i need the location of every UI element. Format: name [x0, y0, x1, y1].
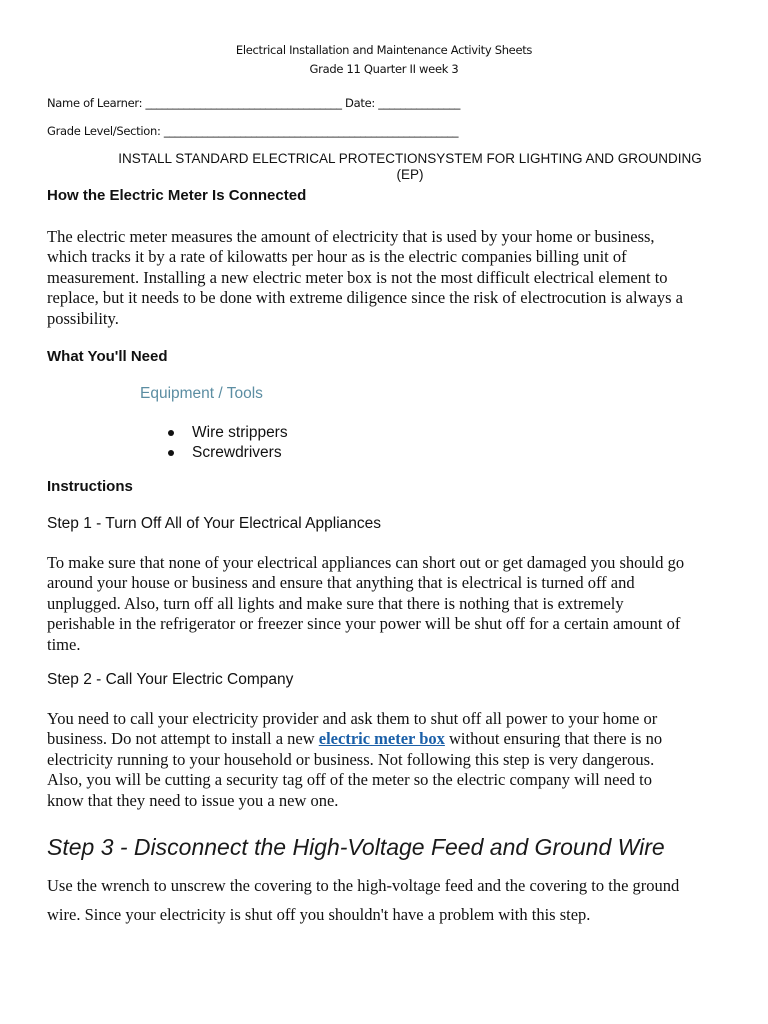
paragraph-line: which tracks it by a rate of kilowatts per hour as is the electric companies billing unit of	[47, 247, 627, 267]
paragraph-line: replace, but it needs to be done with extreme diligence since the risk of electrocution is always a	[47, 288, 683, 308]
paragraph-line: around your house or business and ensure that anything that is electrical is turned off and	[47, 573, 635, 593]
paragraph-line: wire. Since your electricity is shut off you shouldn't have a problem with this step.	[47, 905, 591, 924]
paragraph-line: know that they need to issue you a new one.	[47, 790, 339, 810]
document-title: Electrical Installation and Maintenance Activity Sheets	[235, 43, 533, 57]
paragraph-line: unplugged. Also, turn off all lights and make sure that there is nothing that is extremely	[47, 593, 624, 613]
paragraph-line: measurement. Installing a new electric meter box is not the most difficult electrical element to	[47, 267, 668, 287]
paragraph-line: possibility.	[47, 308, 119, 328]
step-3-heading: Step 3 - Disconnect the High-Voltage Feed and Ground Wire	[47, 834, 665, 860]
paragraph-line: The electric meter measures the amount of electricity that is used by your home or business,	[47, 227, 655, 246]
lesson-banner	[90, 151, 730, 183]
paragraph-line: Use the wrench to unscrew the covering to the high-voltage feed and the covering to the ground	[47, 876, 680, 895]
paragraph-line: To make sure that none of your electrical appliances can short out or get damaged you should go	[47, 553, 685, 572]
paragraph-line-with-link	[47, 729, 723, 749]
grade-section-field: Grade Level/Section: ______________________________________________________	[47, 124, 459, 138]
link-suffix-text: without ensuring that there is no	[444, 729, 663, 749]
meter-paragraph	[47, 227, 723, 329]
step-1-paragraph	[47, 553, 723, 655]
paragraph-line: You need to call your electricity provider and ask them to shut off all power to your home or	[47, 709, 658, 728]
list-item	[166, 443, 288, 463]
name-date-field: Name of Learner: ____________________________________ Date: _______________	[47, 96, 461, 110]
equipment-subheading: Equipment / Tools	[140, 385, 263, 402]
bullet-icon	[168, 450, 174, 456]
section-heading-instructions: Instructions	[47, 478, 133, 495]
step-2-paragraph	[47, 709, 723, 811]
electric-meter-box-link[interactable]: electric meter box	[318, 729, 445, 749]
paragraph-line: electricity running to your household or business. Not following this step is very dangerous.	[47, 749, 655, 769]
list-item-label: Wire strippers	[192, 424, 288, 441]
bullet-icon	[168, 430, 174, 436]
lesson-banner-line-2: (EP)	[396, 167, 424, 182]
tools-list	[166, 423, 288, 463]
list-item	[166, 423, 288, 443]
step-2-heading: Step 2 - Call Your Electric Company	[47, 671, 294, 688]
list-item-label: Screwdrivers	[192, 444, 282, 461]
step-1-heading: Step 1 - Turn Off All of Your Electrical Appliances	[47, 515, 382, 532]
link-prefix-text: business. Do not attempt to install a new	[47, 729, 319, 749]
paragraph-line: Also, you will be cutting a security tag off of the meter so the electric company will need to	[47, 770, 652, 790]
step-3-paragraph	[47, 871, 723, 929]
section-heading-meter: How the Electric Meter Is Connected	[47, 187, 307, 204]
section-heading-needs: What You'll Need	[47, 348, 168, 365]
lesson-banner-line-1: INSTALL STANDARD ELECTRICAL PROTECTIONSYSTEM FOR LIGHTING AND GROUNDING	[118, 151, 702, 166]
paragraph-line: time.	[47, 634, 81, 654]
paragraph-line: perishable in the refrigerator or freezer since your power will be shut off for a certain amount of	[47, 614, 681, 634]
document-subtitle: Grade 11 Quarter II week 3	[309, 62, 459, 76]
